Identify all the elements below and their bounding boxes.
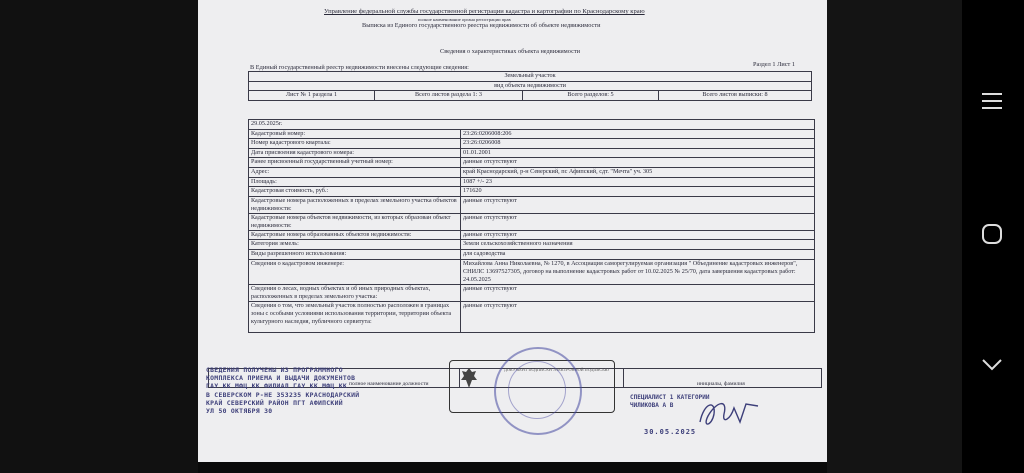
stamp-line: ЧИЛИКОВА А В xyxy=(630,402,674,409)
row-value: край Краснодарский, р-н Северский, пс Афипский, сдт. "Мечта" уч. 305 xyxy=(461,167,815,177)
left-background xyxy=(0,0,198,473)
row-value: данные отсутствуют xyxy=(461,230,815,240)
row-label: Виды разрешенного использования: xyxy=(249,249,461,259)
row-value: для садоводства xyxy=(461,249,815,259)
row-label: Дата присвоения кадастрового номера: xyxy=(249,148,461,158)
position-label: полное наименование должности xyxy=(349,381,429,387)
stamp-line: СВЕДЕНИЯ ПОЛУЧЕНЫ ИЗ ПРОГРАММНОГО xyxy=(206,366,343,374)
stamp-date: 30.05.2025 xyxy=(644,428,697,436)
name-label: инициалы, фамилия xyxy=(697,381,745,387)
section-sheet-label: Раздел 1 Лист 1 xyxy=(753,61,796,68)
row-value: 01.01.2001 xyxy=(461,148,815,158)
total-sections: Всего разделов: 5 xyxy=(523,91,659,101)
header-caption: полное наименование органа регистрации прав xyxy=(418,17,511,22)
row-label: Адрес: xyxy=(249,167,461,177)
mfc-stamp xyxy=(206,366,359,415)
row-value: 23:26:0206008 xyxy=(461,139,815,149)
header-authority: Управление федеральной службы государственной регистрации кадастра и картографии по Краснодарскому краю xyxy=(324,8,645,15)
stamp-line: ГАУ КК МФЦ КК ФИЛИАЛ ГАУ КК МФЦ КК xyxy=(206,382,348,391)
row-label: Кадастровая стоимость, руб.: xyxy=(249,187,461,197)
seal-stamp xyxy=(494,347,582,435)
row-label: Сведения о том, что земельный участок полностью расположен в границах зоны с особыми условиями использования территории, территории объекта культурного наследия, публичного сервитута: xyxy=(249,301,461,332)
total-sheets: Всего листов выписки: 8 xyxy=(659,91,812,101)
ecp-title: ДОКУМЕНТ ПОДПИСАН ЭЛЕКТРОННОЙ ПОДПИСЬЮ xyxy=(504,367,609,372)
row-label: Площадь: xyxy=(249,177,461,187)
row-value: 1087 +/- 23 xyxy=(461,177,815,187)
row-value: 171620 xyxy=(461,187,815,197)
row-value: Земли сельскохозяйственного назначения xyxy=(461,240,815,250)
stamp-line: В СЕВЕРСКОМ Р-НЕ 353235 КРАСНОДАРСКИЙ xyxy=(206,390,360,399)
row-label: Номер кадастрового квартала: xyxy=(249,139,461,149)
row-value: данные отсутствуют xyxy=(461,213,815,230)
home-button[interactable] xyxy=(977,219,1007,249)
object-header-table xyxy=(248,71,812,101)
object-type: Земельный участок xyxy=(249,72,812,82)
back-button[interactable] xyxy=(977,350,1007,380)
menu-button[interactable] xyxy=(977,86,1007,116)
row-label: Ранее присвоенный государственный учетный номер: xyxy=(249,158,461,168)
header-extract-title: Выписка из Единого государственного реестра недвижимости об объекте недвижимости xyxy=(362,22,601,29)
row-label: Категория земель: xyxy=(249,240,461,250)
object-type-caption: вид объекта недвижимости xyxy=(249,81,812,91)
stamp-line: УЛ 50 ОКТЯБРЯ 30 xyxy=(206,407,273,416)
sheets-in-section: Всего листов раздела 1: 3 xyxy=(375,91,523,101)
details-table xyxy=(248,119,815,333)
row-label: Кадастровый номер: xyxy=(249,129,461,139)
row-value: данные отсутствуют xyxy=(461,284,815,301)
chevron-down-icon xyxy=(981,358,1003,372)
right-background xyxy=(827,0,962,473)
emblem-icon xyxy=(460,367,478,389)
row-label: Сведения о лесах, водных объектах и об иных природных объектах, расположенных в пределах земельного участка: xyxy=(249,284,461,301)
row-label: Кадастровые номера расположенных в пределах земельного участка объектов недвижимости: xyxy=(249,196,461,213)
menu-icon xyxy=(981,92,1003,110)
row-value: Михайлова Анна Николаевна, № 1270, в Ассоциация саморегулируемая организация " Объединение кадастровых инженеров", СНИЛС 13697527305, договор на выполнение кадастровых работ от 10.02.2025 № 25/70, дата завершения кадастровых работ: 24.05.2025 xyxy=(461,259,815,284)
document-page xyxy=(198,0,827,462)
handwritten-signature xyxy=(694,392,764,432)
sheet-number: Лист № 1 раздела 1 xyxy=(249,91,375,101)
stamp-line: КРАЙ СЕВЕРСКИЙ РАЙОН ПГТ АФИПСКИЙ xyxy=(206,398,343,407)
row-value: данные отсутствуют xyxy=(461,196,815,213)
extract-date: 29.05.2025г. xyxy=(249,120,815,130)
row-value: данные отсутствуют xyxy=(461,301,815,332)
stamp-line: СПЕЦИАЛИСТ 1 КАТЕГОРИИ xyxy=(630,394,710,401)
row-label: Кадастровые номера образованных объектов недвижимости: xyxy=(249,230,461,240)
home-icon xyxy=(981,223,1003,245)
stamp-line: КОМПЛЕКСА ПРИЕМА И ВЫДАЧИ ДОКУМЕНТОВ xyxy=(206,374,356,383)
row-value: данные отсутствуют xyxy=(461,158,815,168)
header-intro: В Единый государственный реестр недвижимости внесены следующие сведения: xyxy=(250,64,469,71)
header-section-title: Сведения о характеристиках объекта недвижимости xyxy=(440,48,580,55)
row-value: 23:26:0206008:206 xyxy=(461,129,815,139)
row-label: Сведения о кадастровом инженере: xyxy=(249,259,461,284)
signature-divider xyxy=(623,369,624,387)
row-label: Кадастровые номера объектов недвижимости, из которых образован объект недвижимости: xyxy=(249,213,461,230)
